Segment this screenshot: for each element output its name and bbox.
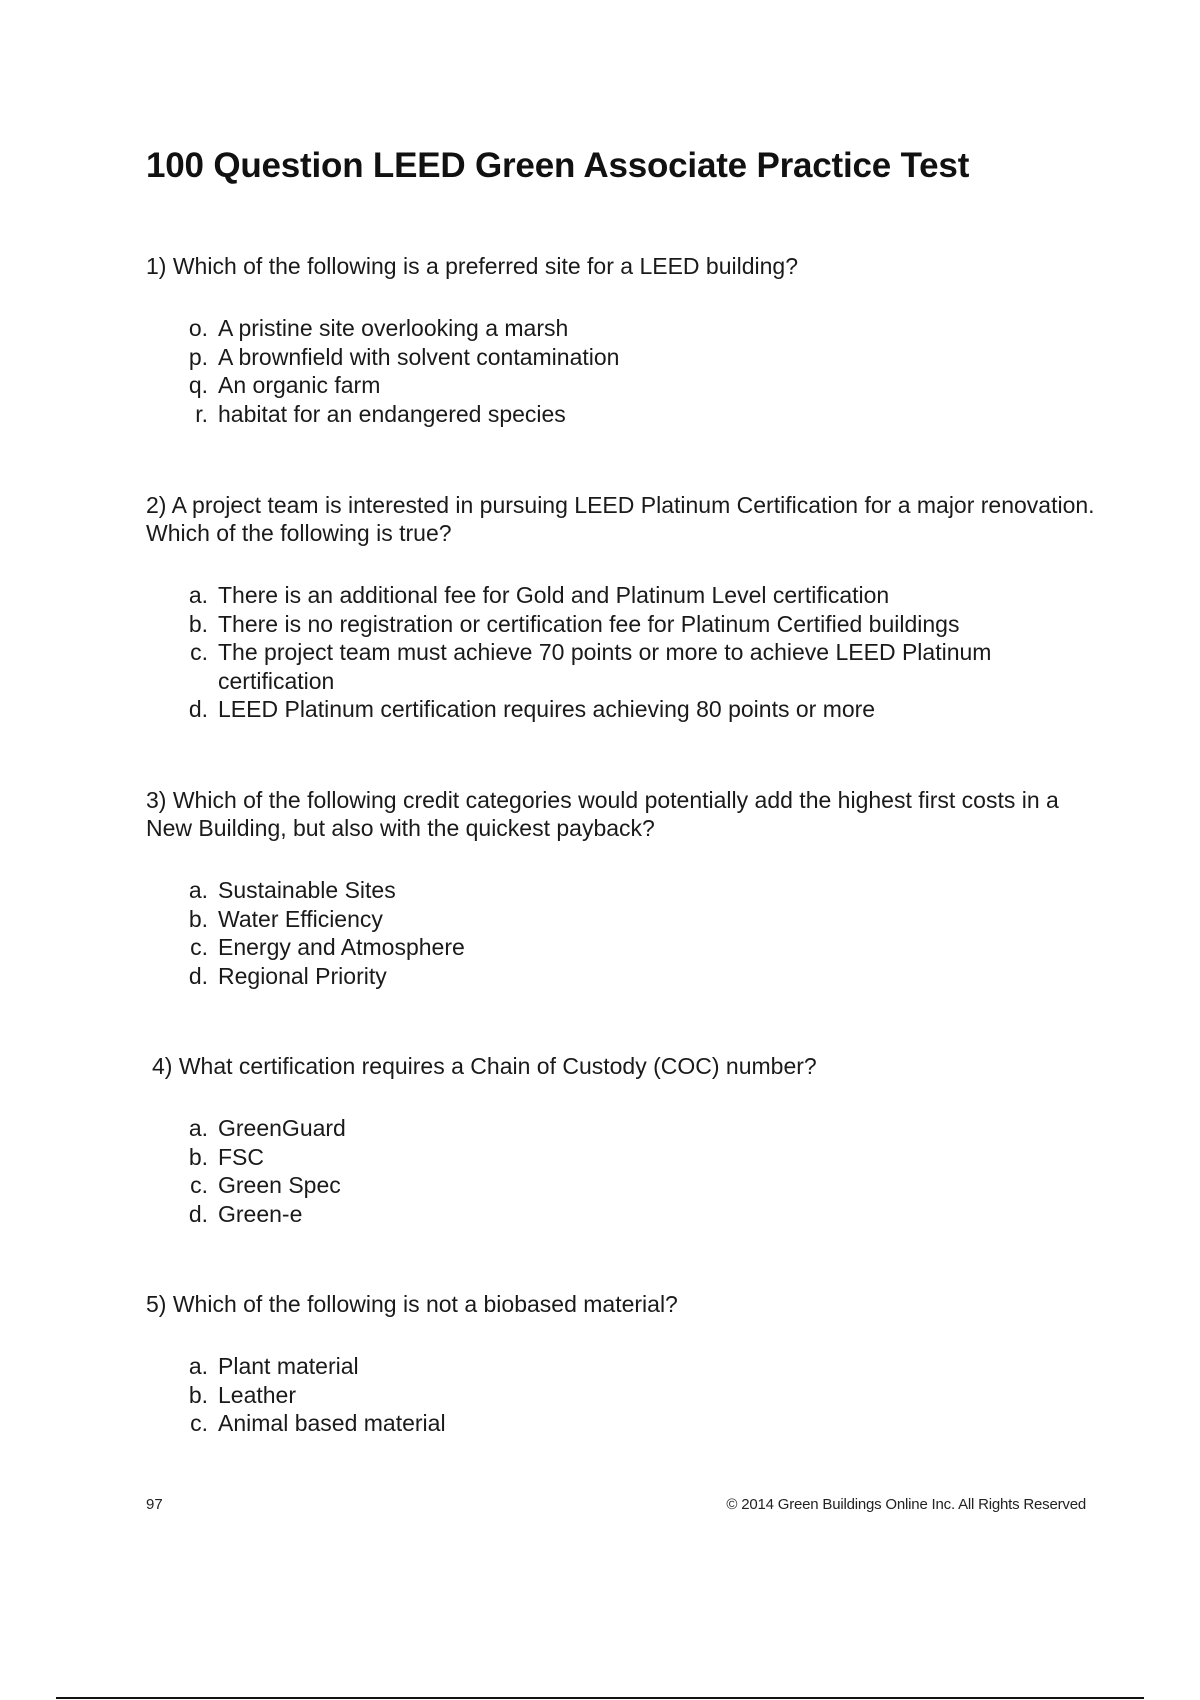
option-text: The project team must achieve 70 points or more to achieve LEED Platinum certification (218, 639, 992, 694)
option-text: There is an additional fee for Gold and Platinum Level certification (218, 582, 890, 608)
option-text: Sustainable Sites (218, 877, 396, 903)
option-letter: a. (188, 1353, 208, 1379)
question-block (146, 1052, 1096, 1228)
option-letter: d. (188, 1200, 208, 1227)
option-text: FSC (218, 1143, 264, 1170)
answer-option (146, 610, 1096, 639)
question-text: 5) Which of the following is not a biobased material? (146, 1291, 678, 1317)
question-block (146, 491, 1096, 724)
option-text: habitat for an endangered species (218, 400, 566, 427)
answer-option (146, 695, 1096, 724)
option-text: A pristine site overlooking a marsh (218, 315, 569, 341)
question-text: 1) Which of the following is a preferred site for a LEED building? (146, 253, 798, 279)
option-text: GreenGuard (218, 1115, 346, 1141)
page-title: 100 Question LEED Green Associate Practice Test (146, 146, 970, 185)
option-letter: c. (190, 639, 208, 665)
question-text: 2) A project team is interested in pursuing LEED Platinum Certification for a major renovation. Which of the following is true? (146, 492, 1095, 546)
option-letter: p. (188, 343, 208, 370)
option-letter: a. (188, 1115, 208, 1141)
option-letter: b. (188, 610, 208, 637)
option-text: LEED Platinum certification requires achieving 80 points or more (218, 696, 876, 722)
option-letter: o. (188, 315, 208, 341)
answer-option (146, 314, 1096, 343)
option-text: An organic farm (218, 372, 381, 398)
answer-options (146, 1352, 1096, 1438)
answer-options (146, 1114, 1096, 1228)
page-number: 97 (146, 1496, 163, 1513)
answer-option (146, 581, 1096, 610)
answer-option (146, 638, 1096, 695)
answer-option (146, 876, 1096, 905)
option-letter: b. (188, 1143, 208, 1170)
option-letter: c. (190, 1172, 208, 1198)
option-letter: a. (188, 877, 208, 903)
answer-option (146, 343, 1096, 372)
question-block (146, 1290, 1096, 1438)
option-text: Regional Priority (218, 962, 387, 989)
answer-option (146, 933, 1096, 962)
answer-options (146, 314, 1096, 428)
option-letter: b. (188, 905, 208, 932)
copyright-notice: © 2014 Green Buildings Online Inc. All Rights Reserved (726, 1496, 1086, 1513)
option-text: There is no registration or certification fee for Platinum Certified buildings (218, 610, 960, 637)
answer-option (146, 1143, 1096, 1172)
bottom-divider (56, 1697, 1144, 1699)
option-text: Energy and Atmosphere (218, 934, 465, 960)
option-letter: d. (188, 962, 208, 989)
question-text: 3) Which of the following credit categories would potentially add the highest first costs in a New Building, but also with the quickest payback? (146, 787, 1059, 841)
option-text: Plant material (218, 1353, 359, 1379)
answer-option (146, 1381, 1096, 1410)
answer-option (146, 905, 1096, 934)
option-letter: a. (188, 582, 208, 608)
option-text: Leather (218, 1381, 297, 1408)
option-letter: r. (195, 400, 208, 427)
answer-option (146, 1409, 1096, 1438)
option-letter: c. (190, 1410, 208, 1436)
answer-options (146, 581, 1096, 724)
option-letter: c. (190, 934, 208, 960)
answer-option (146, 1171, 1096, 1200)
option-letter: b. (188, 1381, 208, 1408)
option-text: Water Efficiency (218, 905, 383, 932)
answer-option (146, 1352, 1096, 1381)
option-text: Green Spec (218, 1172, 341, 1198)
option-text: A brownfield with solvent contamination (218, 343, 620, 370)
answer-option (146, 1114, 1096, 1143)
option-letter: q. (188, 372, 208, 398)
answer-options (146, 876, 1096, 990)
option-text: Animal based material (218, 1410, 446, 1436)
question-block (146, 786, 1096, 990)
question-text: 4) What certification requires a Chain of Custody (COC) number? (152, 1053, 817, 1079)
answer-option (146, 962, 1096, 991)
answer-option (146, 371, 1096, 400)
question-block (146, 252, 1096, 428)
option-letter: d. (188, 696, 208, 722)
option-text: Green-e (218, 1200, 303, 1227)
answer-option (146, 400, 1096, 429)
answer-option (146, 1200, 1096, 1229)
